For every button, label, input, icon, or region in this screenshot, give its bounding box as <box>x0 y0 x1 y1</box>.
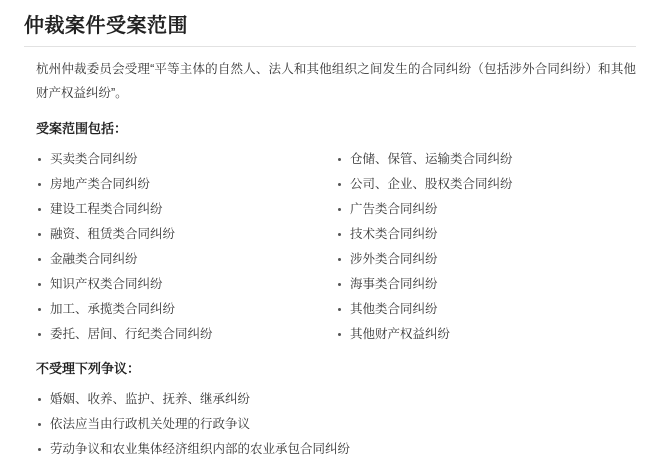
title-divider <box>24 46 636 47</box>
scope-list-right <box>336 147 636 347</box>
list-item: 依法应当由行政机关处理的行政争议 <box>36 412 636 437</box>
section-heading-exclusions: 不受理下列争议： <box>36 361 141 376</box>
exclusions-list <box>36 387 636 462</box>
scope-column-left <box>36 147 336 347</box>
list-item: 融资、租赁类合同纠纷 <box>36 222 336 247</box>
scope-list-columns <box>24 147 636 347</box>
list-item: 其他财产权益纠纷 <box>336 322 636 347</box>
list-item: 建设工程类合同纠纷 <box>36 197 336 222</box>
exclusions-list-wrapper <box>24 387 636 462</box>
list-item: 知识产权类合同纠纷 <box>36 272 336 297</box>
list-item: 广告类合同纠纷 <box>336 197 636 222</box>
list-item: 委托、居间、行纪类合同纠纷 <box>36 322 336 347</box>
page-title: 仲裁案件受案范围 <box>24 15 188 37</box>
list-item: 技术类合同纠纷 <box>336 222 636 247</box>
list-item: 买卖类合同纠纷 <box>36 147 336 172</box>
list-item: 仓储、保管、运输类合同纠纷 <box>336 147 636 172</box>
scope-column-right <box>336 147 636 347</box>
section-spacer <box>24 347 636 359</box>
list-item: 公司、企业、股权类合同纠纷 <box>336 172 636 197</box>
section-heading-scope: 受案范围包括： <box>36 121 128 136</box>
list-item: 房地产类合同纠纷 <box>36 172 336 197</box>
intro-paragraph: 杭州仲裁委员会受理“平等主体的自然人、法人和其他组织之间发生的合同纠纷（包括涉外合同纠纷）和其他财产权益纠纷”。 <box>36 62 636 100</box>
list-item: 其他类合同纠纷 <box>336 297 636 322</box>
list-item: 劳动争议和农业集体经济组织内部的农业承包合同纠纷 <box>36 437 636 462</box>
list-item: 加工、承揽类合同纠纷 <box>36 297 336 322</box>
list-item: 海事类合同纠纷 <box>336 272 636 297</box>
list-item: 婚姻、收养、监护、抚养、继承纠纷 <box>36 387 636 412</box>
list-item: 涉外类合同纠纷 <box>336 247 636 272</box>
scope-list-left <box>36 147 336 347</box>
list-item: 金融类合同纠纷 <box>36 247 336 272</box>
